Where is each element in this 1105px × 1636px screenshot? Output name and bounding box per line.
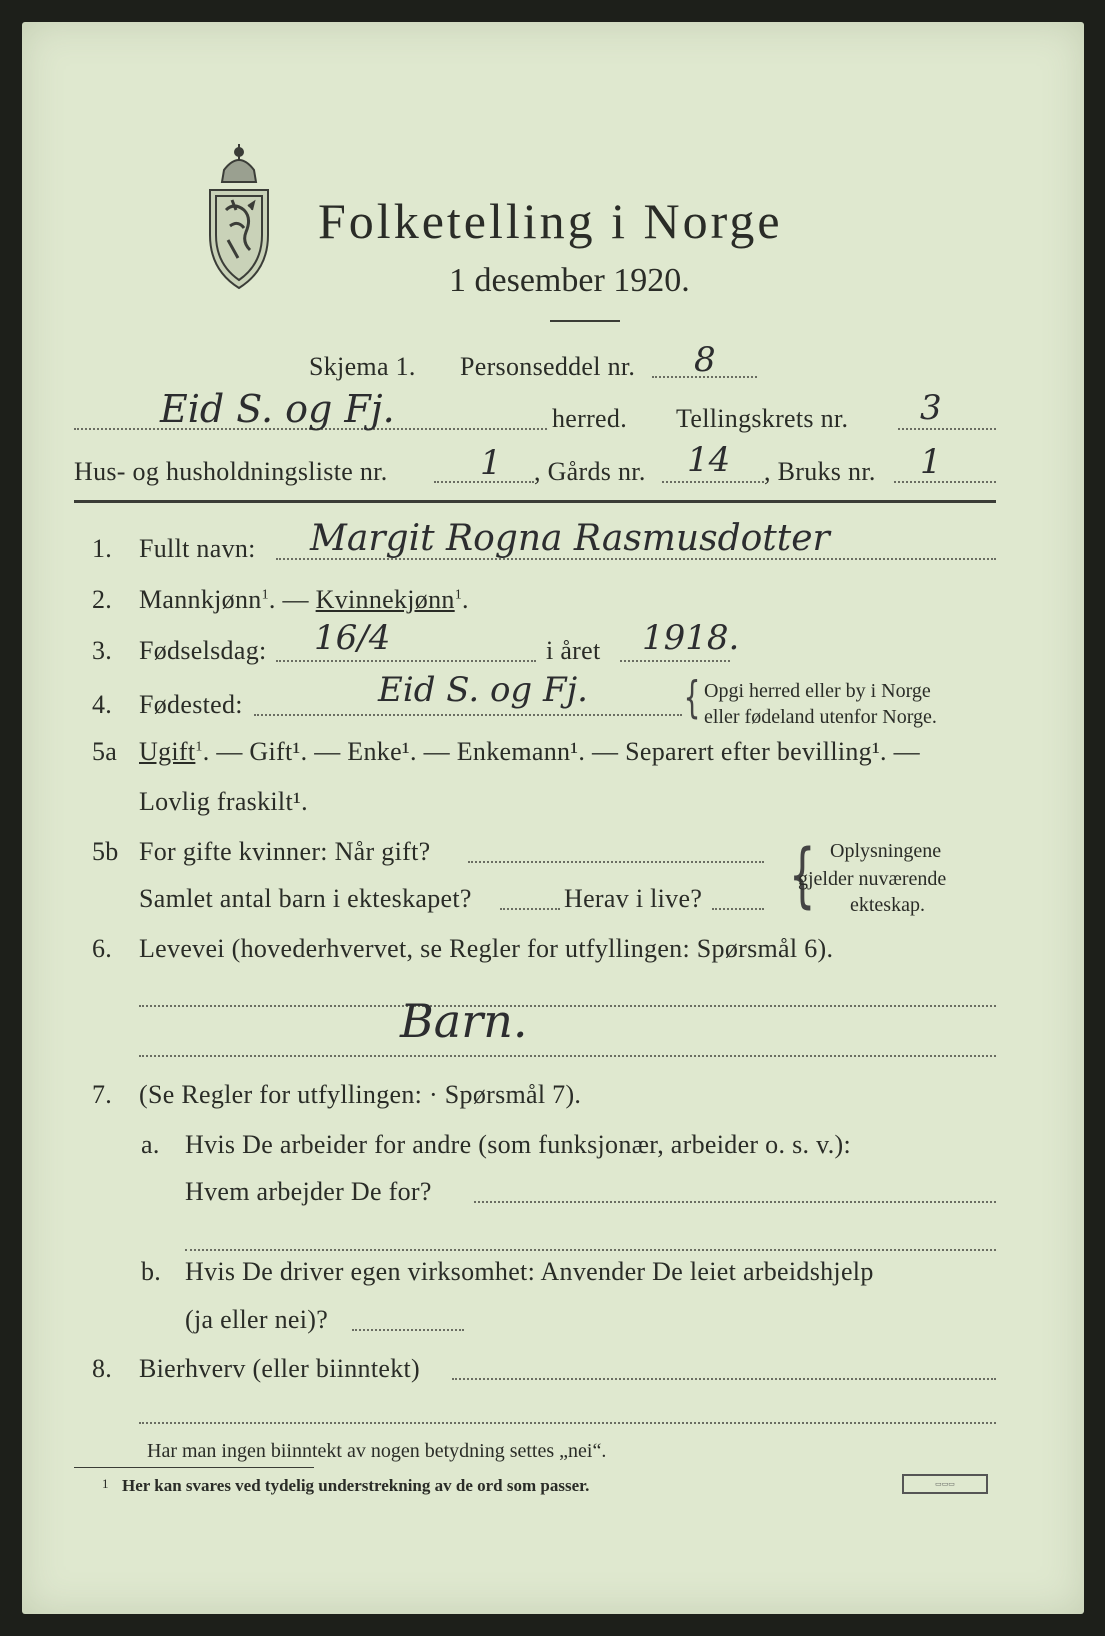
q7b-number: b. xyxy=(141,1257,162,1286)
bruks-line xyxy=(894,481,996,483)
gender-separator: — xyxy=(275,585,316,614)
status-fraskilt-option[interactable]: Lovlig fraskilt¹. xyxy=(139,787,308,816)
q5b-label-3: Herav i live? xyxy=(564,884,703,913)
skjema-label: Skjema 1. xyxy=(309,352,416,381)
tellingskrets-label: Tellingskrets nr. xyxy=(676,404,849,433)
q5b-number: 5b xyxy=(92,837,119,866)
status-other-options[interactable]: — Gift¹. — Enke¹. — Enkemann¹. — Separert efter bevilling¹. — xyxy=(209,737,920,766)
q5b-label-1: For gifte kvinner: Når gift? xyxy=(139,837,431,866)
herred-label: herred. xyxy=(552,404,627,433)
footnote-number: 1 xyxy=(102,1476,109,1491)
children-alive-line[interactable] xyxy=(712,908,764,910)
q7-number: 7. xyxy=(92,1080,113,1109)
q4-line xyxy=(254,714,682,716)
q5b-brace: { xyxy=(788,834,816,916)
children-count-line[interactable] xyxy=(500,908,560,910)
status-ugift-option[interactable]: Ugift xyxy=(139,737,196,766)
side-income-line-2[interactable] xyxy=(139,1422,996,1424)
q6-line-1 xyxy=(139,1005,996,1007)
occupation-value[interactable]: Barn. xyxy=(400,994,528,1048)
q4-brace: { xyxy=(683,672,701,723)
husliste-value[interactable]: 1 xyxy=(480,443,502,483)
footnote-text: Her kan svares ved tydelig understrekning av de ord som passer. xyxy=(122,1476,590,1495)
q2-number: 2. xyxy=(92,585,113,614)
q7a-number: a. xyxy=(141,1130,160,1159)
title-divider xyxy=(550,320,620,322)
q4-note-1: Opgi herred eller by i Norge xyxy=(704,680,931,702)
herred-value[interactable]: Eid S. og Fj. xyxy=(160,387,395,431)
q6-line-2 xyxy=(139,1055,996,1057)
gender-female-option[interactable]: Kvinnekjønn xyxy=(315,585,455,614)
birth-day-value[interactable]: 16/4 xyxy=(314,618,391,658)
q3-year-line xyxy=(620,660,730,662)
form-title: Folketelling i Norge xyxy=(318,193,783,249)
q2-gender: Mannkjønn$^1$. — Kvinnekjønn$^1$. xyxy=(139,585,469,614)
census-form xyxy=(22,22,1084,1614)
birthplace-value[interactable]: Eid S. og Fj. xyxy=(378,670,588,710)
q7a-line-1: Hvis De arbeider for andre (som funksjonær, arbeider o. s. v.): xyxy=(185,1130,851,1159)
q7b-line-2: (ja eller nei)? xyxy=(185,1305,329,1334)
q5a-options: Ugift$^1$. — Gift¹. — Enke¹. — Enkemann¹. — Separert efter bevilling¹. — xyxy=(139,737,920,766)
q3-year-label: i året xyxy=(546,636,601,665)
no-income-note: Har man ingen biinntekt av nogen betydning settes „nei“. xyxy=(147,1440,607,1462)
q7-label: (Se Regler for utfyllingen: · Spørsmål 7). xyxy=(139,1080,582,1109)
bruks-value[interactable]: 1 xyxy=(920,442,942,482)
q4-number: 4. xyxy=(92,690,113,719)
tellingskrets-line xyxy=(898,428,996,430)
q4-label: Fødested: xyxy=(139,690,243,719)
q7a-line-2: Hvem arbejder De for? xyxy=(185,1177,432,1206)
q1-number: 1. xyxy=(92,534,113,563)
full-name-value[interactable]: Margit Rogna Rasmusdotter xyxy=(310,518,830,559)
q6-label: Levevei (hovederhvervet, se Regler for utfyllingen: Spørsmål 6). xyxy=(139,934,834,963)
q5b-note-3: ekteskap. xyxy=(850,894,925,916)
tellingskrets-value[interactable]: 3 xyxy=(920,388,942,428)
husliste-label: Hus- og husholdningsliste nr. xyxy=(74,457,388,486)
gender-male-option[interactable]: Mannkjønn xyxy=(139,585,262,614)
employer-line-2[interactable] xyxy=(185,1249,996,1251)
q5b-note-1: Oplysningene xyxy=(830,840,942,862)
q5b-label-2: Samlet antal barn i ekteskapet? xyxy=(139,884,472,913)
q3-number: 3. xyxy=(92,636,113,665)
bruks-label: , Bruks nr. xyxy=(764,457,876,486)
gards-value[interactable]: 14 xyxy=(687,440,731,480)
q1-label: Fullt navn: xyxy=(139,534,256,563)
q5a-number: 5a xyxy=(92,737,118,766)
gards-line xyxy=(662,481,764,483)
q5b-note-2: gjelder nuværende xyxy=(798,868,947,890)
q3-day-line xyxy=(276,660,536,662)
q6-number: 6. xyxy=(92,934,113,963)
census-date: 1 desember 1920. xyxy=(449,262,690,299)
q4-note-2: eller fødeland utenfor Norge. xyxy=(704,706,937,728)
q8-number: 8. xyxy=(92,1354,113,1383)
footnote-divider xyxy=(74,1467,314,1468)
birth-year-value[interactable]: 1918. xyxy=(642,618,740,658)
hired-help-line[interactable] xyxy=(352,1329,464,1331)
personseddel-value[interactable]: 8 xyxy=(694,340,716,380)
employer-line[interactable] xyxy=(474,1201,996,1203)
gards-label: , Gårds nr. xyxy=(534,457,646,486)
q7b-line-1: Hvis De driver egen virksomhet: Anvender De leiet arbeidshjelp xyxy=(185,1257,874,1286)
side-income-line[interactable] xyxy=(452,1378,996,1380)
norwegian-coat-of-arms-icon xyxy=(194,140,284,290)
q3-label: Fødselsdag: xyxy=(139,636,267,665)
printer-stamp: ▭▭▭ xyxy=(902,1474,988,1494)
married-when-line[interactable] xyxy=(468,861,764,863)
q8-label: Bierhverv (eller biinntekt) xyxy=(139,1354,420,1383)
personseddel-label: Personseddel nr. xyxy=(460,352,636,381)
header-separator xyxy=(74,500,996,503)
